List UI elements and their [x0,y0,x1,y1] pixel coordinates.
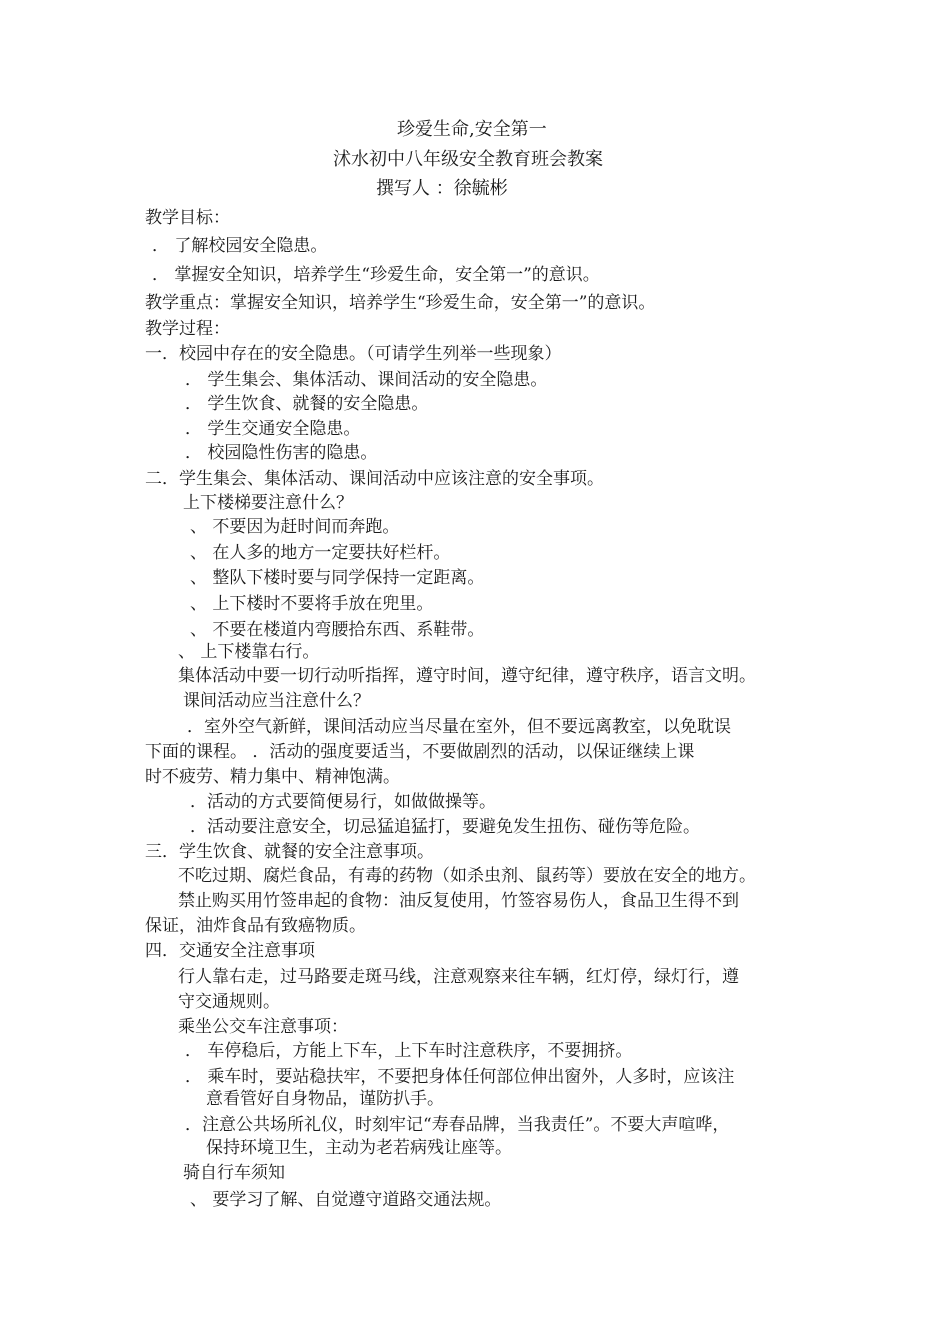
list-item: ．注意公共场所礼仪，时刻牢记“寿春品牌，当我责任”。不要大声喧哗， [185,1115,730,1135]
list-item: 、 上下楼靠右行。 [178,642,320,662]
list-item: ． 乘车时，要站稳扶牢，不要把身体任何部位伸出窗外，人多时，应该注 [185,1067,735,1087]
list-item: ．活动要注意安全，切忌猛追猛打，要避免发生扭伤、碰伤等危险。 [190,817,700,837]
sub-heading: 骑自行车须知 [183,1163,285,1183]
section-heading: 四．交通安全注意事项 [145,941,315,961]
doc-title: 珍爱生命,安全第一 [397,119,547,140]
process-heading: 教学过程： [145,319,230,339]
paragraph: 保证，油炸食品有致癌物质。 [145,916,366,936]
paragraph: 禁止购买用竹签串起的食物：油反复使用，竹签容易伤人，食品卫生得不到 [178,891,739,911]
paragraph: 不吃过期、腐烂食品，有毒的药物（如杀虫剂、鼠药等）要放在安全的地方。 [178,866,756,886]
list-item: ． 学生饮食、就餐的安全隐患。 [185,394,429,414]
list-item: ． 学生交通安全隐患。 [185,419,361,439]
list-item: ． 车停稳后，方能上下车，上下车时注意秩序，不要拥挤。 [185,1041,633,1061]
paragraph: 守交通规则。 [178,992,280,1012]
list-item: 保持环境卫生，主动为老若病残让座等。 [206,1138,512,1158]
list-item: ．活动的方式要简便易行，如做做操等。 [190,792,496,812]
goals-heading: 教学目标： [145,208,230,228]
sub-heading: 上下楼梯要注意什么？ [183,493,353,513]
goal-item: ． 掌握安全知识，培养学生“珍爱生命，安全第一”的意识。 [152,265,600,285]
sub-heading: 课间活动应当注意什么？ [183,691,370,711]
goal-item: ． 了解校园安全隐患。 [152,236,328,256]
paragraph: ．室外空气新鲜，课间活动应当尽量在室外，但不要远离教室，以免耽误 [187,717,731,737]
list-item: 、 上下楼时不要将手放在兜里。 [190,594,434,614]
list-item: ． 校园隐性伤害的隐患。 [185,443,378,463]
paragraph: 行人靠右走，过马路要走斑马线，注意观察来往车辆，红灯停，绿灯行，遵 [178,967,739,987]
section-heading: 一．校园中存在的安全隐患。（可请学生列举一些现象） [145,344,562,364]
list-item: 、 在人多的地方一定要扶好栏杆。 [190,543,451,563]
list-item: 意看管好自身物品，谨防扒手。 [206,1089,444,1109]
list-item: 、 要学习了解、自觉遵守道路交通法规。 [190,1190,502,1210]
section-heading: 三．学生饮食、就餐的安全注意事项。 [145,842,434,862]
paragraph: 集体活动中要一切行动听指挥，遵守时间，遵守纪律，遵守秩序，语言文明。 [178,666,756,686]
doc-author: 撰写人 ：徐毓彬 [376,178,508,199]
list-item: 、 不要在楼道内弯腰拾东西、系鞋带。 [190,620,485,640]
list-item: 、 整队下楼时要与同学保持一定距离。 [190,568,485,588]
list-item: ． 学生集会、集体活动、课间活动的安全隐患。 [185,370,548,390]
focus-line: 教学重点：掌握安全知识，培养学生“珍爱生命，安全第一”的意识。 [145,293,656,313]
sub-heading: 乘坐公交车注意事项： [178,1017,348,1037]
paragraph: 时不疲劳、精力集中、精神饱满。 [145,767,400,787]
section-heading: 二．学生集会、集体活动、课间活动中应该注意的安全事项。 [145,469,604,489]
paragraph: 下面的课程。 ．活动的强度要适当，不要做剧烈的活动，以保证继续上课 [145,742,695,762]
doc-subtitle: 沭水初中八年级安全教育班会教案 [333,149,603,170]
list-item: 、 不要因为赶时间而奔跑。 [190,517,400,537]
